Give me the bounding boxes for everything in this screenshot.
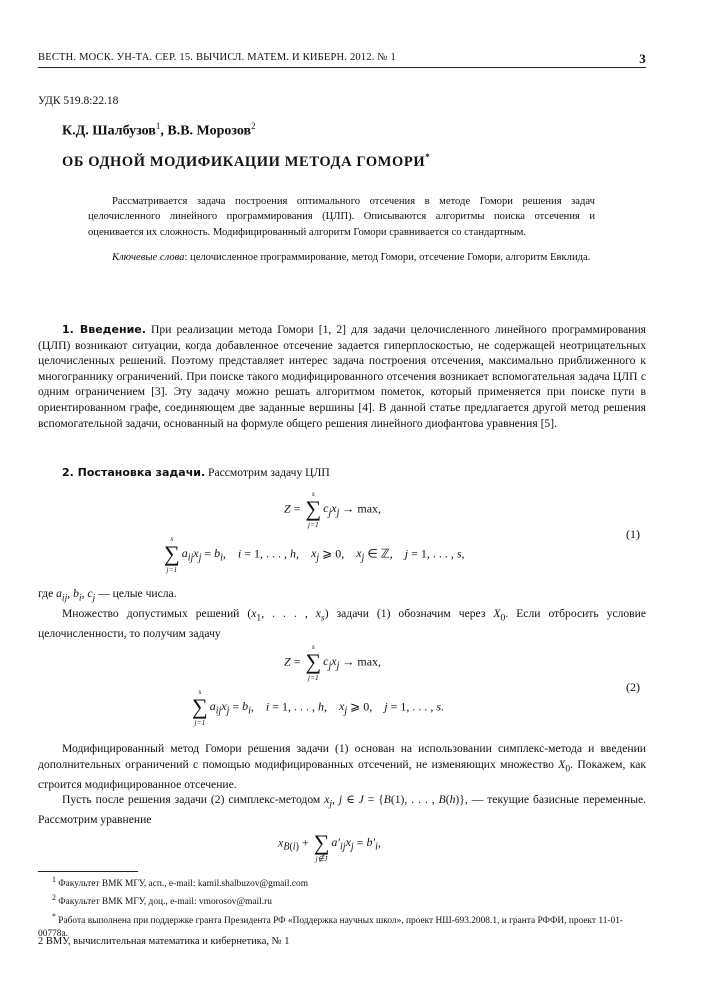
feasible-text-a: Множество допустимых решений xyxy=(62,606,248,620)
title-mark: * xyxy=(425,152,431,162)
section-2-lead-text: Рассмотрим задачу ЦЛП xyxy=(205,466,330,479)
keywords-label: Ключевые слова xyxy=(112,252,185,264)
footnote-rule xyxy=(38,871,138,872)
author-1-mark: 1 xyxy=(155,121,161,131)
intro-paragraph xyxy=(38,322,646,431)
footnote-3-mark: * xyxy=(52,911,56,921)
page-number: 3 xyxy=(639,51,646,66)
eq2-constraints: s ∑ j=1 $a_{ij}x_j = b_i$, i = 1, . . . , h, $x_j$ ⩾ 0, j = 1, . . . , s. xyxy=(192,687,445,727)
basis-text-a: Пусть после решения задачи (2) симплекс-методом xyxy=(62,793,325,807)
eq1-label: (1) xyxy=(626,527,640,541)
header-rule xyxy=(38,67,646,68)
running-title: ВЕСТН. МОСК. УН-ТА. СЕР. 15. ВЫЧИСЛ. МАТЕМ. И КИБЕРН. 2012. № 1 xyxy=(38,52,396,63)
running-header xyxy=(38,51,646,66)
abstract xyxy=(88,194,595,266)
modified-text-a: Модифицированный метод Гомори решения задачи (1) основан на использовании симплекс-метода и введении дополнительных ограничений с помощью модифицированных отсечений, не изменяющих множество xyxy=(38,742,646,771)
method-paragraphs xyxy=(38,741,646,828)
footnote-3-text: Работа выполнена при поддержке гранта Президента РФ «Поддержка научных школ», проект НШ-693.2008.1, и гранта РФФИ, проект 11-01-00778а. xyxy=(38,915,624,939)
modified-text-b: . Покажем, как строится модифицированное отсечение. xyxy=(38,757,646,791)
intro-text: При реализации метода Гомори [1, 2] для задачи целочисленного линейного программирования (ЦЛП) возникают ситуации, когда добавленное отсечение задается гиперплоскостью, не содержащей неотрицательных целочисленных решений. Поэтому представляет интерес задача построения отсечения, максимально приближенного к многограннику ограничений. При поиске такого модифицированного отсечения возникает вспомогательная задача ЦЛП с одним ограничением [3]. Эту задачу можно решать алгоритмом пометок, который применяется при поиске пути в ориентированном графе, соединяющем две заданные вершины [4]. В данной статье предлагается другой метод решения вспомогательной задачи, основанный на формуле общего решения линейного диофантова уравнения [5]. xyxy=(38,323,646,430)
section-2-paragraph xyxy=(38,465,646,481)
basis-paragraph: Пусть после решения задачи (2) симплекс-методом $x_j$, j ∈ J = {B(1), . . . , B(h)}, — текущие базисные переменные. Рассмотрим уравнение xyxy=(38,793,647,826)
author-2: В.В. Морозов xyxy=(167,123,252,139)
footnote-2 xyxy=(38,891,646,909)
keywords-list: : целочисленное программирование, метод Гомори, отсечение Гомори, алгоритм Евклида. xyxy=(184,252,591,264)
section-2-heading: 2. Постановка задачи. xyxy=(62,466,206,479)
feasible-text-b: задачи (1) обозначим через xyxy=(328,606,494,620)
feasible-set-paragraph: Множество допустимых решений ($x_1$, . . . , $x_s$) задачи (1) обозначим через $X_0$. Если отбросить условие целочисленности, то получим задачу xyxy=(38,606,646,640)
intro-heading: 1. Введение. xyxy=(62,323,146,336)
eq1-objective: Z = s ∑ j=1 $c_jx_j \to \max$, xyxy=(284,489,382,529)
modified-method-paragraph: Модифицированный метод Гомори решения задачи (1) основан на использовании симплекс-метода и введении дополнительных ограничений с помощью модифицированных отсечений, не изменяющих множество $X_0$. Покажем, как строится модифицированное отсечение. xyxy=(38,742,646,791)
eq2-objective: Z = s ∑ j=1 $c_jx_j \to \max$, xyxy=(284,642,382,682)
udk-code: УДК 519.8:22.18 xyxy=(38,95,119,107)
footnote-1-text: Факультет ВМК МГУ, асп., e-mail: kamil.shalbuzov@gmail.com xyxy=(58,879,308,890)
basis-text-b: — текущие базисные переменные. Рассмотрим уравнение xyxy=(38,793,647,826)
integers-note: — целые числа. xyxy=(95,587,177,600)
where-word: где xyxy=(38,587,57,600)
page-footer: 2 ВМУ, вычислительная математика и кибернетика, № 1 xyxy=(38,936,290,947)
eq2-label: (2) xyxy=(626,680,640,694)
feasible-text-c: . Если отбросить условие целочисленности, то получим задачу xyxy=(38,606,646,640)
author-2-mark: 2 xyxy=(251,121,256,131)
footnote-2-mark: 2 xyxy=(52,893,56,903)
coefficients-note: где $a_{ij}$, $b_i$, $c_j$ — целые числа. xyxy=(38,587,177,604)
footnote-2-text: Факультет ВМК МГУ, доц., e-mail: vmorosov@mail.ru xyxy=(58,897,272,908)
eq1-constraints: s ∑ j=1 $a_{ij}x_j = b_i$, i = 1, . . . , h, $x_j$ ⩾ 0, $x_j$ ∈ ℤ, j = 1, . . . , s, xyxy=(164,534,465,574)
intro-section xyxy=(38,322,646,431)
title-text: ОБ ОДНОЙ МОДИФИКАЦИИ МЕТОДА ГОМОРИ xyxy=(62,153,426,170)
abstract-text: Рассматривается задача построения оптимального отсечения в методе Гомори решения задач целочисленного линейного программирования (ЦЛП). Описываются алгоритмы поиска отсечения и оценивается их сложность. Модифицированный алгоритм Гомори сравнивается со стандартным. xyxy=(88,196,595,238)
eq3-row: $x_{B(i)}$ + ∑ j∉J $a'_{ij}x_j = b'_i$, xyxy=(278,830,381,863)
authors-separator: , xyxy=(160,123,168,139)
eq1-followup xyxy=(38,586,646,641)
author-1: К.Д. Шалбузов xyxy=(62,123,156,139)
section-2-lead xyxy=(38,465,646,481)
footnotes xyxy=(38,873,646,941)
keywords xyxy=(88,250,595,265)
footnote-1-mark: 1 xyxy=(52,875,56,884)
paper-title xyxy=(62,152,430,171)
footnote-1 xyxy=(38,873,646,891)
authors-line xyxy=(62,121,256,140)
